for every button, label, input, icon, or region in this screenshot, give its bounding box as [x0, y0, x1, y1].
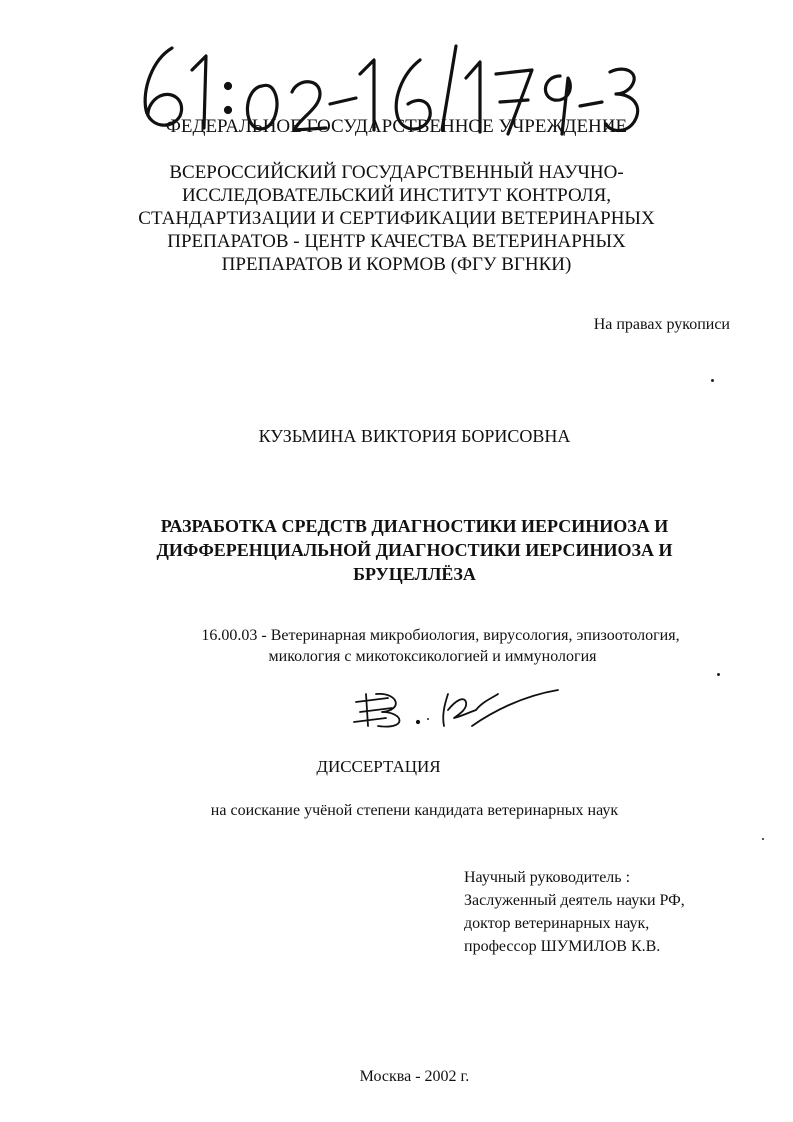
advisor-degree-line: доктор ветеринарных наук,: [464, 915, 650, 932]
advisor-title-line: Заслуженный деятель науки РФ,: [464, 892, 685, 909]
degree-line: на соискание учёной степени кандидата ветеринарных наук: [210, 802, 619, 819]
specialty-line-2: микология с микотоксикологией и иммунология: [268, 648, 597, 665]
author-name: КУЗЬМИНА ВИКТОРИЯ БОРИСОВНА: [258, 426, 571, 446]
scan-speck: [717, 673, 720, 676]
advisor-heading: Научный руководитель :: [464, 869, 631, 886]
scan-speck: [762, 838, 764, 840]
scan-speck: [711, 379, 714, 382]
signature-image: [352, 682, 572, 738]
advisor-name-line: профессор ШУМИЛОВ К.В.: [464, 938, 661, 955]
rights-notice: На правах рукописи: [593, 316, 730, 333]
specialty-line-1: 16.00.03 - Ветеринарная микробиология, вирусология, эпизоотология,: [201, 627, 680, 644]
document-type: ДИССЕРТАЦИЯ: [316, 757, 441, 776]
advisor-block: [464, 866, 764, 958]
organization-line-4: ПРЕПАРАТОВ - ЦЕНТР КАЧЕСТВА ВЕТЕРИНАРНЫХ: [167, 231, 626, 252]
organization-line-2: ИССЛЕДОВАТЕЛЬСКИЙ ИНСТИТУТ КОНТРОЛЯ,: [181, 185, 612, 206]
dissertation-title-line-3: БРУЦЕЛЛЁЗА: [353, 564, 476, 584]
organization-line-5: ПРЕПАРАТОВ И КОРМОВ (ФГУ ВГНКИ): [221, 254, 572, 275]
scan-speck: [427, 718, 429, 720]
city-year: Москва - 2002 г.: [359, 1068, 470, 1085]
dissertation-title-line-1: РАЗРАБОТКА СРЕДСТВ ДИАГНОСТИКИ ИЕРСИНИОЗА И: [160, 516, 669, 536]
organization-line-3: СТАНДАРТИЗАЦИИ И СЕРТИФИКАЦИИ ВЕТЕРИНАРНЫХ: [138, 208, 655, 229]
institution-type: ФЕДЕРАЛЬНОЕ ГОСУДАРСТВЕННОЕ УЧРЕЖДЕНИЕ: [165, 116, 628, 137]
dissertation-title-line-2: ДИФФЕРЕНЦИАЛЬНОЙ ДИАГНОСТИКИ ИЕРСИНИОЗА И: [156, 540, 673, 560]
organization-line-1: ВСЕРОССИЙСКИЙ ГОСУДАРСТВЕННЫЙ НАУЧНО-: [169, 162, 624, 183]
